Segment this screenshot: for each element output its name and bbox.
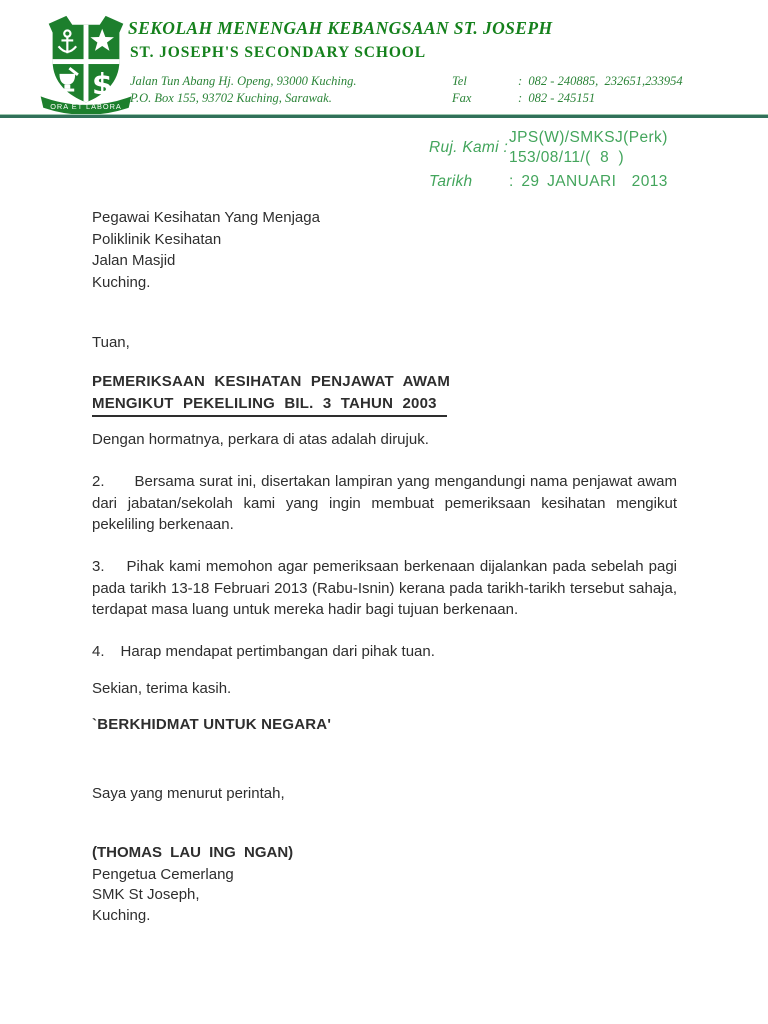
ref-value-line2: 153/08/11/( 8 ) [509,149,625,166]
dollar-icon: $ [91,67,113,102]
recipient-block [92,207,677,293]
signature-org: SMK St Joseph, [92,886,200,903]
recipient-line: Poliklinik Kesihatan [92,230,222,248]
reference-block [429,128,759,191]
closing-slogan: `BERKHIDMAT UNTUK NEGARA' [92,716,332,733]
contact-fax-row [452,90,683,107]
subject-block [92,371,677,417]
subject-line2: MENGIKUT PEKELILING BIL. 3 TAHUN 2003 [92,393,447,418]
school-address-line1: Jalan Tun Abang Hj. Openg, 93000 Kuching. [130,74,357,88]
subject-line1: PEMERIKSAAN KESIHATAN PENJAWAT AWAM [92,373,451,390]
contact-block [452,73,683,107]
school-name-malay: SEKOLAH MENENGAH KEBANGSAAN ST. JOSEPH [128,18,553,38]
ref-value-line1: JPS(W)/SMKSJ(Perk) [509,129,668,146]
paragraph-number: 2. [92,473,105,490]
signature-name: (THOMAS LAU ING NGAN) [92,844,294,861]
fax-value: : 082 - 245151 [518,91,596,105]
header-divider [0,114,768,118]
paragraph-intro: Dengan hormatnya, perkara di atas adalah dirujuk. [92,431,429,448]
date-value: : 29 JANUARI 2013 [509,173,668,190]
paragraph-text: Pihak kami memohon agar pemeriksaan berkenaan dijalankan pada sebelah pagi pada tarikh 13-18 Februari 2013 (Rabu-Isnin) kerana pada tarikh-tarikh tersebut sahaja, terdapat masa luang untuk mereka hadir bagi tujuan berkenaan. [92,558,677,618]
ref-label: Ruj. Kami : [429,139,509,156]
paragraph-number: 3. [92,558,105,575]
school-name-english: ST. JOSEPH'S SECONDARY SCHOOL [130,44,427,61]
paragraph-text: Harap mendapat pertimbangan dari pihak tuan. [120,643,435,660]
paragraph-2 [92,471,677,536]
date-row [429,173,759,191]
reference-row [429,128,759,168]
date-label: Tarikh [429,173,473,190]
paragraph-4 [92,641,677,663]
closing-thanks: Sekian, terima kasih. [92,680,232,697]
paragraph-text: Bersama surat ini, disertakan lampiran yang mengandungi nama penjawat awam dari jabatan/sekolah kami yang ingin membuat pemeriksaan kesihatan mengikut pekeliling berkenaan. [92,473,677,533]
salutation: Tuan, [92,334,130,351]
recipient-line: Kuching. [92,273,151,291]
crest-motto-text: ORA ET LABORA [50,102,122,112]
school-address-line2: P.O. Box 155, 93702 Kuching, Sarawak. [130,91,332,105]
contact-tel-row [452,73,683,90]
signature-block [92,843,677,926]
school-address [130,73,357,107]
recipient-line: Jalan Masjid [92,252,176,269]
tel-label: Tel [452,74,467,88]
recipient-line: Pegawai Kesihatan Yang Menjaga [92,209,320,226]
ref-values [509,128,668,168]
closing-obedience: Saya yang menurut perintah, [92,785,285,802]
paragraph-number: 4. [92,643,105,660]
paragraph-3 [92,556,677,621]
signature-title: Pengetua Cemerlang [92,865,234,883]
school-crest-icon [34,12,138,120]
fax-label: Fax [452,91,472,105]
signature-city: Kuching. [92,906,151,924]
tel-value: : 082 - 240885, 232651,233954 [518,74,683,88]
